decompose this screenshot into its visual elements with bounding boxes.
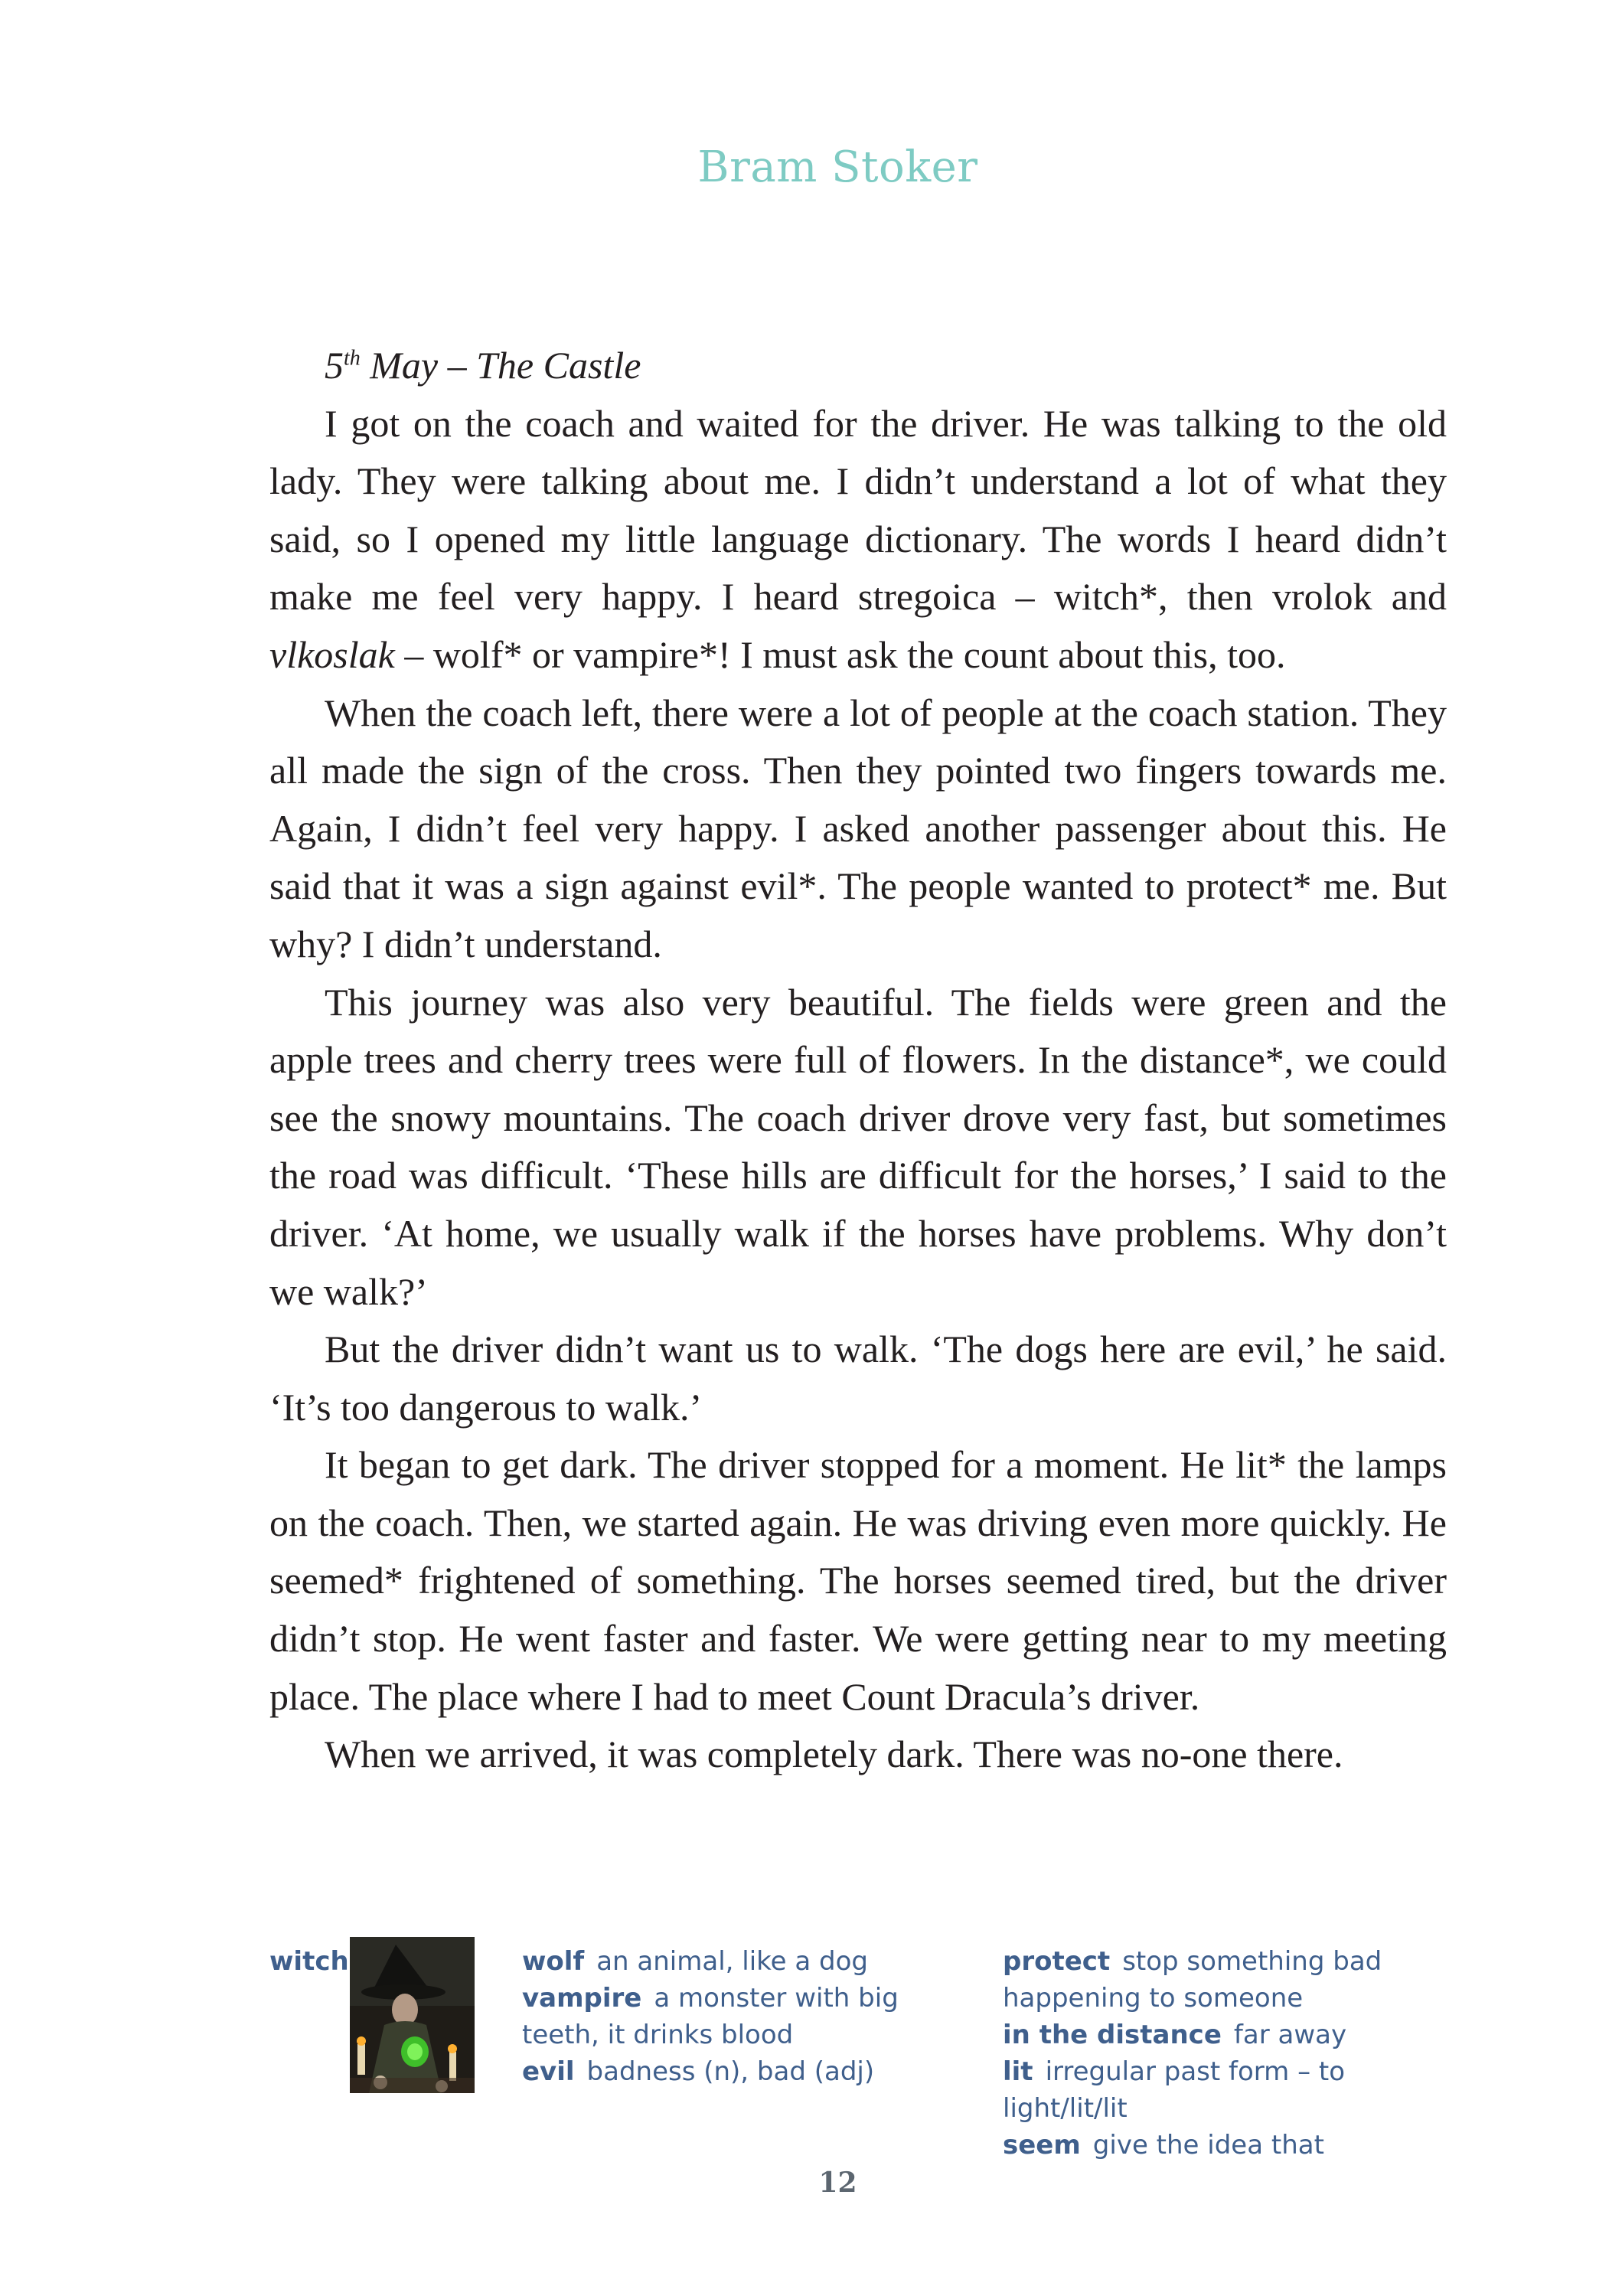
glossary-entry (1003, 2053, 1477, 2127)
page-number: 12 (818, 2167, 857, 2199)
glossary-definition: an animal, like a dog (596, 1946, 868, 1977)
paragraph-1-end: – wolf* or vampire*! I must ask the count about this, too. (394, 632, 1286, 676)
glossary-word: protect (1003, 1946, 1111, 1977)
witch-illustration (350, 1937, 475, 2093)
glossary-definition: stop something bad happening to someone (1003, 1946, 1382, 2013)
glossary-definition: far away (1233, 2020, 1347, 2050)
glossary-word: vampire (522, 1983, 642, 2013)
glossary-column-1 (522, 1943, 951, 2090)
glossary-word: evil (522, 2056, 575, 2087)
glossary-entry (522, 2053, 951, 2090)
paragraph-3: This journey was also very beautiful. The fields were green and the apple trees and cherry trees were full of flowers. In the distance*, we could see the snowy mountains. The coach driver drove very fast, but sometimes the road was difficult. ‘These hills are difficult for the horses,’ I said to the driver. ‘At home, we usually walk if the horses have problems. Why don’t we walk?’ (269, 980, 1447, 1313)
glossary-entry (1003, 2017, 1477, 2053)
dateline-rest: May – The Castle (360, 344, 641, 387)
paragraph-1-italic-word: vlkoslak (269, 632, 395, 676)
glossary-word: lit (1003, 2056, 1033, 2087)
glossary-definition: badness (n), bad (adj) (586, 2056, 875, 2087)
paragraph-4: But the driver didn’t want us to walk. ‘The dogs here are evil,’ he said. ‘It’s too dangerous to walk.’ (269, 1328, 1447, 1429)
glossary-entry (1003, 2127, 1477, 2164)
paragraph-1-start: I got on the coach and waited for the driver. He was talking to the old lady. They were talking about me. I didn’t understand a lot of what they said, so I opened my little language dictionary. The words I heard didn’t make me feel very happy. I heard stregoica – witch*, then vrolok and (269, 401, 1447, 619)
paragraph-1 (269, 395, 1447, 684)
glossary-witch-label: witch (269, 1946, 349, 1977)
glossary-entry (522, 1943, 951, 1980)
glossary-entry (1003, 1943, 1477, 2017)
glossary-column-2 (1003, 1943, 1477, 2164)
glossary-word: in the distance (1003, 2020, 1222, 2050)
glossary-definition: irregular past form – to light/lit/lit (1003, 2056, 1346, 2124)
dateline-suffix: th (344, 346, 361, 371)
glossary-word: seem (1003, 2130, 1081, 2160)
glossary-definition: a monster with big teeth, it drinks blood (522, 1983, 899, 2050)
running-head: Bram Stoker (697, 142, 978, 192)
paragraph-2: When the coach left, there were a lot of people at the coach station. They all made the sign of the cross. Then they pointed two fingers towards me. Again, I didn’t feel very happy. I asked another passenger about this. He said that it was a sign against evil*. The people wanted to protect* me. But why? I didn’t understand. (269, 691, 1447, 965)
paragraph-5: It began to get dark. The driver stopped for a moment. He lit* the lamps on the coach. Then, we started again. He was driving even more quickly. He seemed* frightened of something. The horses seemed tired, but the driver didn’t stop. He went faster and faster. We were getting near to my meeting place. The place where I had to meet Count Dracula’s driver. (269, 1443, 1447, 1718)
glossary-definition: give the idea that (1092, 2130, 1324, 2160)
dateline-day: 5 (325, 344, 344, 387)
glossary-entry (522, 1980, 951, 2053)
dateline (269, 337, 1447, 395)
glossary-word: wolf (522, 1946, 585, 1977)
story-text (269, 337, 1447, 1784)
paragraph-6: When we arrived, it was completely dark. There was no-one there. (325, 1733, 1343, 1776)
